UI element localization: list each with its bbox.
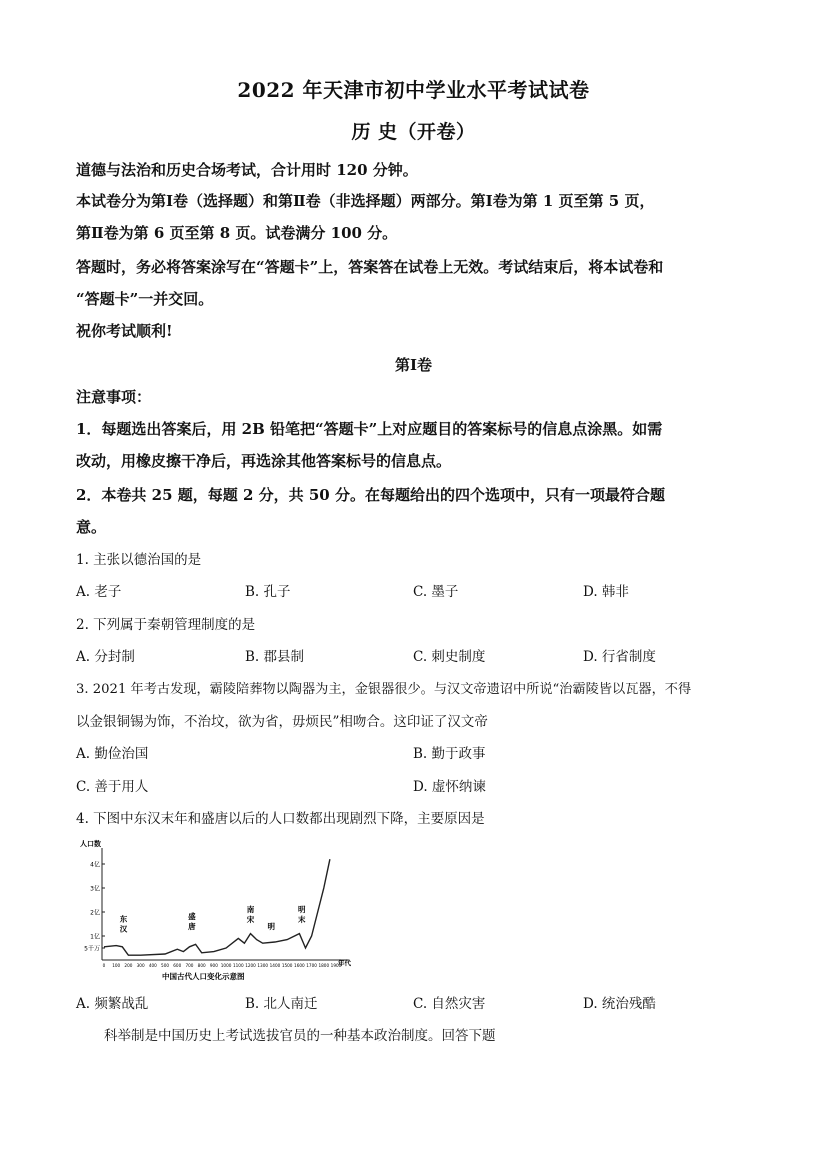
keju-intro: 科举制是中国历史上考试选拔官员的一种基本政治制度。回答下题 — [104, 1028, 496, 1044]
annotation-label: 盛 — [188, 912, 196, 922]
q2-option-b[interactable]: B. 郡县制 — [245, 649, 305, 665]
notice-1a: 1．每题选出答案后，用 2B 铅笔把“答题卡”上对应题目的答案标号的信息点涂黑。如需 — [76, 420, 663, 438]
chart-xlabel: 年代 — [338, 959, 351, 967]
notice-title: 注意事项： — [76, 388, 152, 406]
intro-line-1: 道德与法治和历史合场考试，合计用时 120 分钟。 — [76, 161, 418, 179]
notice-2b: 意。 — [76, 518, 107, 536]
x-tick-label: 200 — [124, 963, 133, 968]
chart-title: 中国古代人口变化示意图 — [162, 972, 245, 981]
annotation-label: 唐 — [188, 922, 196, 932]
section-title: 第Ⅰ卷 — [394, 356, 433, 374]
question-1-stem: 1. 主张以德治国的是 — [76, 552, 202, 568]
q3-option-c[interactable]: C. 善于用人 — [76, 779, 149, 795]
annotation-label: 末 — [298, 915, 306, 924]
intro-line-5: “答题卡”一并交回。 — [76, 290, 214, 308]
x-tick-label: 700 — [185, 963, 194, 968]
population-chart — [76, 834, 361, 984]
annotation-label: 宋 — [246, 915, 255, 924]
x-tick-label: 1300 — [257, 963, 269, 968]
x-tick-label: 1200 — [245, 963, 256, 968]
q2-option-c[interactable]: C. 刺史制度 — [413, 649, 486, 665]
q1-option-c[interactable]: C. 墨子 — [413, 584, 459, 600]
question-4-stem: 4. 下图中东汉末年和盛唐以后的人口数都出现剧烈下降，主要原因是 — [76, 811, 485, 827]
y-tick-label: 1亿 — [90, 933, 100, 941]
x-tick-label: 300 — [136, 963, 145, 968]
x-tick-label: 800 — [197, 963, 206, 968]
annotation-label: 明 — [298, 905, 306, 914]
y-tick-label: 3亿 — [90, 885, 100, 893]
question-3-stem-b: 以金银铜锡为饰，不治坟，欲为省，毋烦民”相吻合。这印证了汉文帝 — [76, 714, 488, 730]
q1-option-a[interactable]: A. 老子 — [76, 584, 122, 600]
x-tick-label: 100 — [112, 963, 121, 968]
q3-option-a[interactable]: A. 勤俭治国 — [76, 746, 149, 762]
population-line — [104, 859, 330, 955]
x-tick-label: 1700 — [306, 963, 317, 968]
y-tick-label: 4亿 — [90, 861, 100, 869]
x-tick-label: 1800 — [318, 963, 330, 968]
annotation-label: 明 — [267, 921, 276, 931]
x-tick-label: 500 — [161, 963, 170, 968]
x-tick-label: 1500 — [281, 963, 293, 968]
notice-2a: 2．本卷共 25 题，每题 2 分，共 50 分。在每题给出的四个选项中，只有一项最符合题 — [76, 486, 665, 504]
q1-option-b[interactable]: B. 孔子 — [245, 584, 291, 600]
annotation-label: 汉 — [119, 924, 128, 934]
x-tick-label: 400 — [148, 963, 157, 968]
x-tick-label: 600 — [173, 963, 182, 968]
q4-option-a[interactable]: A. 频繁战乱 — [76, 996, 149, 1012]
q3-option-b[interactable]: B. 勤于政事 — [413, 746, 486, 762]
x-tick-label: 1100 — [232, 963, 244, 968]
q4-option-d[interactable]: D. 统治残酷 — [583, 996, 656, 1012]
notice-1b: 改动，用橡皮擦干净后，再选涂其他答案标号的信息点。 — [76, 452, 452, 470]
q1-option-d[interactable]: D. 韩非 — [583, 584, 629, 600]
chart-ylabel: 人口数 — [80, 840, 101, 848]
question-3-stem-a: 3. 2021 年考古发现，霸陵陪葬物以陶器为主，金银器很少。与汉文帝遗诏中所说“治霸陵皆以瓦器，不得 — [76, 682, 692, 697]
annotation-label: 南 — [246, 905, 255, 914]
exam-subtitle: 历 史（开卷） — [351, 121, 476, 143]
x-tick-label: 1400 — [269, 963, 281, 968]
x-tick-label: 0 — [102, 963, 106, 968]
annotation-label: 东 — [119, 914, 128, 924]
y-tick-label: 2亿 — [90, 909, 100, 917]
intro-line-4: 答题时，务必将答案涂写在“答题卡”上，答案答在试卷上无效。考试结束后，将本试卷和 — [76, 258, 664, 276]
exam-title: 2022 年天津市初中学业水平考试试卷 — [237, 78, 590, 102]
x-tick-label: 1000 — [220, 963, 232, 968]
intro-line-6: 祝你考试顺利! — [76, 322, 173, 340]
y-tick-label: 5千万 — [84, 945, 100, 953]
q2-option-a[interactable]: A. 分封制 — [76, 649, 135, 665]
intro-line-2: 本试卷分为第Ⅰ卷（选择题）和第Ⅱ卷（非选择题）两部分。第Ⅰ卷为第 1 页至第 5 页， — [76, 192, 655, 210]
q4-option-c[interactable]: C. 自然灾害 — [413, 996, 486, 1012]
x-tick-label: 1600 — [294, 963, 305, 968]
q2-option-d[interactable]: D. 行省制度 — [583, 649, 656, 665]
q4-option-b[interactable]: B. 北人南迁 — [245, 996, 318, 1012]
q3-option-d[interactable]: D. 虚怀纳谏 — [413, 779, 486, 795]
question-2-stem: 2. 下列属于秦朝管理制度的是 — [76, 617, 256, 633]
intro-line-3: 第Ⅱ卷为第 6 页至第 8 页。试卷满分 100 分。 — [76, 224, 398, 242]
x-tick-label: 1900 — [330, 963, 342, 968]
x-tick-label: 900 — [209, 963, 218, 968]
